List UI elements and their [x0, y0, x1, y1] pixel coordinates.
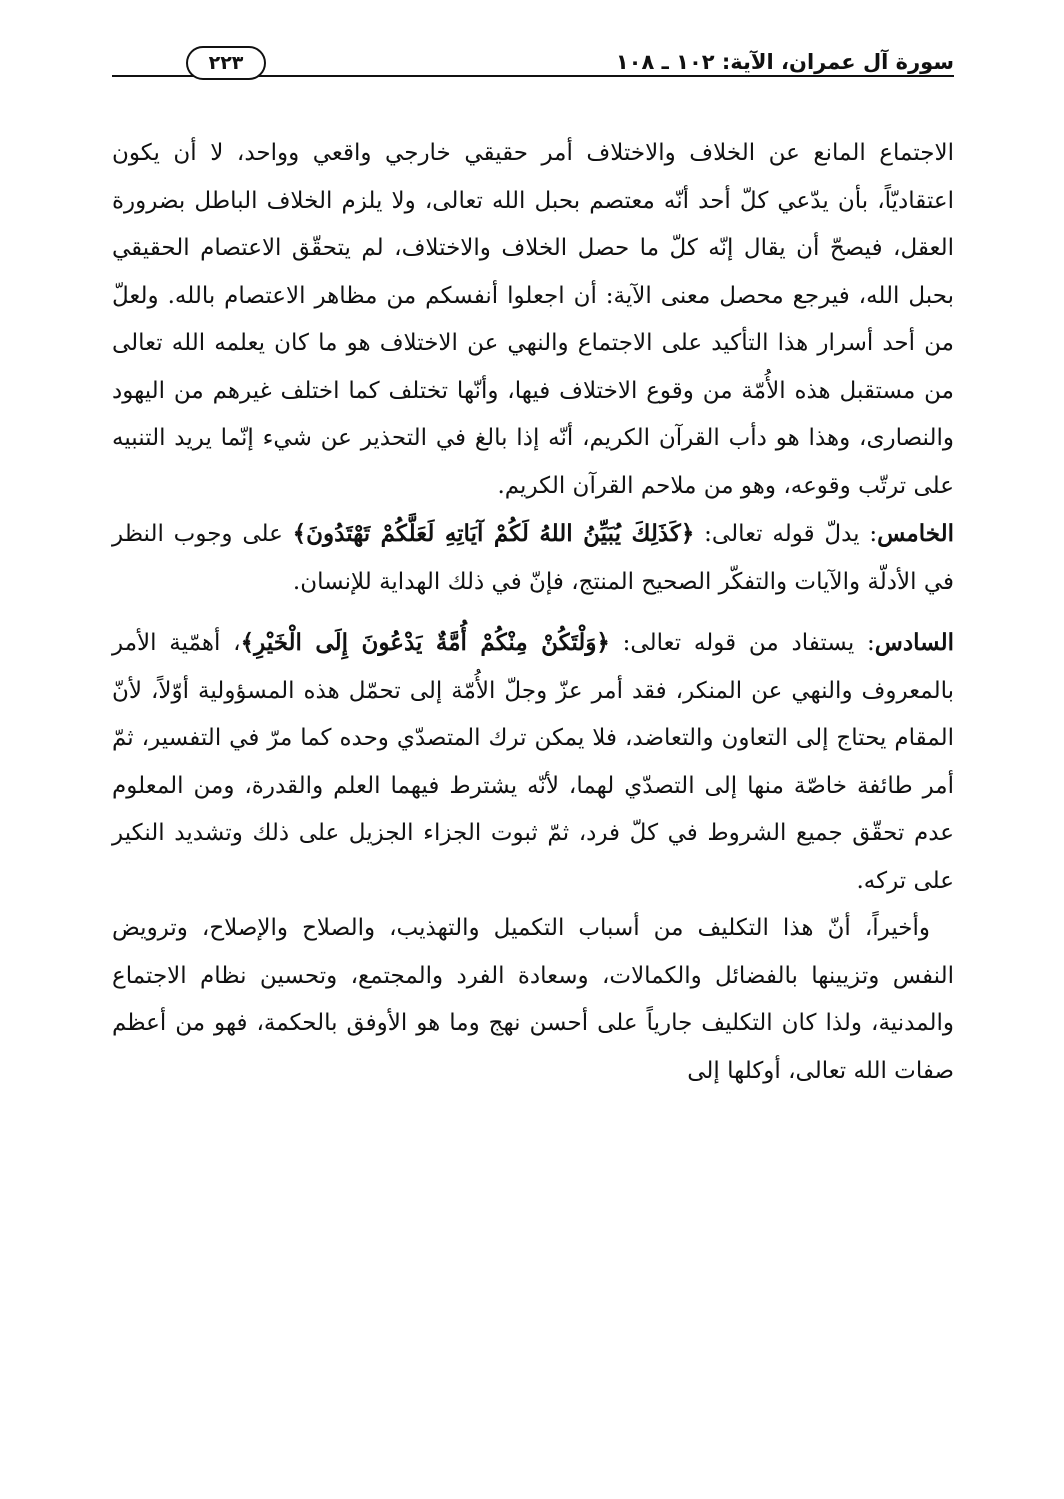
point-heading-sixth: السادس [874, 629, 955, 656]
paragraph-fifth-body: على وجوب النظر في الأدلّة والآيات والتفكّر الصحيح المنتج، فإنّ في ذلك الهداية للإنسان. [112, 521, 954, 595]
point-heading-fifth: الخامس [877, 520, 955, 547]
paragraph-fifth-intro: : يدلّ قوله تعالى: [694, 521, 878, 547]
quran-verse-fifth: ﴿كَذَلِكَ يُبَيِّنُ اللهُ لَكُمْ آيَاتِهِ لَعَلَّكُمْ تَهْتَدُونَ﴾ [292, 520, 695, 547]
page-header [112, 42, 954, 82]
body-text [112, 130, 954, 1095]
quran-verse-sixth: ﴿وَلْتَكُنْ مِنْكُمْ أُمَّةٌ يَدْعُونَ إِلَى الْخَيْرِ﴾ [240, 629, 610, 656]
paragraph-sixth-intro: : يستفاد من قوله تعالى: [609, 630, 875, 656]
page-number: ٢٢٣ [186, 46, 266, 80]
running-title: سورة آل عمران، الآية: ١٠٢ ـ ١٠٨ [615, 50, 954, 74]
paragraph-1: الاجتماع المانع عن الخلاف والاختلاف أمر حقيقي خارجي واقعي وواحد، لا أن يكون اعتقاديّاً، بأن يدّعي كلّ أحد أنّه معتصم بحبل الله تعالى، ولا يلزم الخلاف الباطل بضرورة العقل، فيصحّ أن يقال إنّه كلّ ما حصل الخلاف والاختلاف، لم يتحقّق الاعتصام الحقيقي بحبل الله، فيرجع محصل معنى الآية: أن اجعلوا أنفسكم من مظاهر الاعتصام بالله. ولعلّ من أحد أسرار هذا التأكيد على الاجتماع والنهي عن الاختلاف هو ما كان يعلمه الله تعالى من مستقبل هذه الأُمّة من وقوع الاختلاف فيها، وأنّها تختلف كما اختلف غيرهم من اليهود والنصارى، وهذا هو دأب القرآن الكريم، أنّه إذا بالغ في التحذير عن شيء إنّما يريد التنبيه على ترتّب وقوعه، وهو من ملاحم القرآن الكريم. [112, 140, 954, 499]
paragraph-fifth [112, 510, 954, 606]
paragraph-final: وأخيراً، أنّ هذا التكليف من أسباب التكميل والتهذيب، والصلاح والإصلاح، وترويض النفس وتزيينها بالفضائل والكمالات، وسعادة الفرد والمجتمع، وتحسين نظام الاجتماع والمدنية، ولذا كان التكليف جارياً على أحسن نهج وما هو الأوفق بالحكمة، فهو من أعظم صفات الله تعالى، أوكلها إلى [112, 915, 954, 1084]
paragraph-sixth [112, 619, 954, 905]
paragraph-sixth-body: ، أهمّية الأمر بالمعروف والنهي عن المنكر، فقد أمر عزّ وجلّ الأُمّة إلى تحمّل هذه المسؤولية أوّلاً، لأنّ المقام يحتاج إلى التعاون والتعاضد، فلا يمكن ترك المتصدّي وحده كما مرّ في التفسير، ثمّ أمر طائفة خاصّة منها إلى التصدّي لهما، لأنّه يشترط فيهما العلم والقدرة، ومن المعلوم عدم تحقّق جميع الشروط في كلّ فرد، ثمّ ثبوت الجزاء الجزيل على ذلك وتشديد النكير على تركه. [112, 630, 954, 894]
